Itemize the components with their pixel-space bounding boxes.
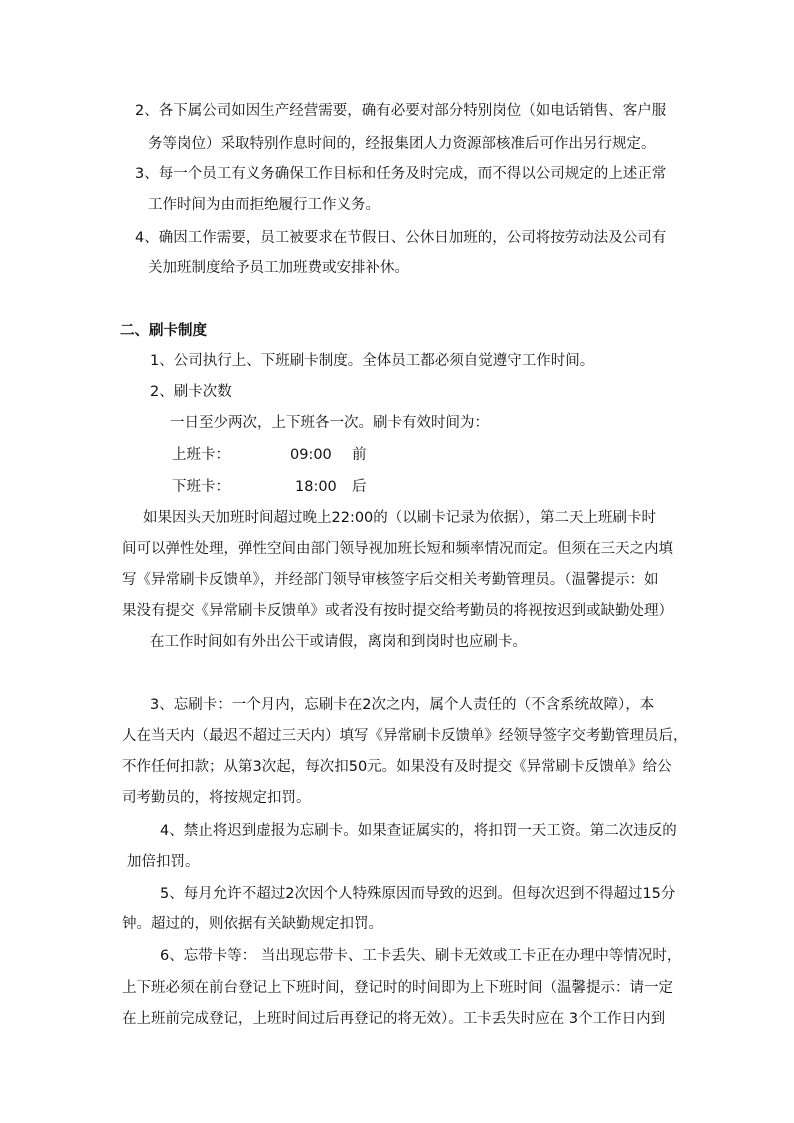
- nocard-line: 6、忘带卡等： 当出现忘带卡、工卡丢失、刷卡无效或工卡正在办理中等情况时，: [160, 948, 682, 964]
- fake-line: 4、禁止将迟到虚报为忘刷卡。如果查证属实的，将扣罚一天工资。第二次违反的: [160, 823, 677, 839]
- card-label: 下班卡：: [172, 479, 230, 495]
- item-3-line2: 工作时间为由而拒绝履行工作义务。: [148, 197, 380, 213]
- late-line: 钟。超过的，则依据有关缺勤规定扣罚。: [122, 916, 383, 932]
- overtime-line: 间可以弹性处理，弹性空间由部门领导视加班长短和频率情况而定。但须在三天之内填: [122, 541, 673, 557]
- section-heading: 二、刷卡制度: [120, 323, 207, 339]
- card-suffix: 后: [352, 479, 367, 495]
- forget-line: 不作任何扣款；从第3次起，每次扣50元。如果没有及时提交《异常刷卡反馈单》给公: [122, 759, 672, 775]
- item-3-line1: 3、每一个员工有义务确保工作目标和任务及时完成，而不得以公司规定的上述正常: [135, 166, 667, 182]
- rule-1: 1、公司执行上、下班刷卡制度。全体员工都必须自觉遵守工作时间。: [150, 353, 595, 369]
- overtime-line: 如果因头天加班时间超过晚上22:00的（以刷卡记录为依据），第二天上班刷卡时: [143, 510, 657, 526]
- item-2-line2: 务等岗位）采取特别作息时间的，经报集团人力资源部核准后可作出另行规定。: [148, 136, 656, 152]
- nocard-line: 上下班必须在前台登记上下班时间，登记时的时间即为上下班时间（温馨提示：请一定: [122, 980, 673, 996]
- nocard-line: 在上班前完成登记，上班时间过后再登记的将无效）。工卡丢失时应在 3个工作日内到: [122, 1011, 666, 1027]
- card-row-start: [172, 445, 367, 465]
- forget-line: 司考勤员的，将按规定扣罚。: [122, 790, 311, 806]
- card-suffix: 前: [352, 447, 367, 463]
- card-row-end: [172, 477, 367, 497]
- rule-2-title: 2、刷卡次数: [150, 384, 232, 400]
- overtime-line: 写《异常刷卡反馈单》，并经部门领导审核签字后交相关考勤管理员。（温馨提示：如: [122, 572, 659, 588]
- card-time: 18:00: [295, 479, 337, 495]
- item-4-line2: 关加班制度给予员工加班费或安排补休。: [148, 260, 409, 276]
- item-4-line1: 4、确因工作需要，员工被要求在节假日、公休日加班的，公司将按劳动法及公司有: [135, 230, 667, 246]
- overtime-line: 果没有提交《异常刷卡反馈单》或者没有按时提交给考勤员的将视按迟到或缺勤处理）: [122, 603, 673, 619]
- forget-line: 人在当天内（最迟不超过三天内）填写《异常刷卡反馈单》经领导签字交考勤管理员后，: [122, 728, 688, 744]
- forget-line: 3、忘刷卡：一个月内，忘刷卡在2次之内，属个人责任的（不含系统故障），本: [150, 697, 655, 713]
- card-time: 09:00: [290, 447, 332, 463]
- outing-rule: 在工作时间如有外出公干或请假，离岗和到岗时也应刷卡。: [150, 634, 527, 650]
- fake-line: 加倍扣罚。: [127, 854, 200, 870]
- card-label: 上班卡：: [172, 447, 230, 463]
- rule-2-desc: 一日至少两次，上下班各一次。刷卡有效时间为：: [170, 415, 489, 431]
- item-2-line1: 2、各下属公司如因生产经营需要，确有必要对部分特别岗位（如电话销售、客户服: [135, 103, 667, 119]
- late-line: 5、每月允许不超过2次因个人特殊原因而导致的迟到。但每次迟到不得超过15分: [160, 886, 676, 902]
